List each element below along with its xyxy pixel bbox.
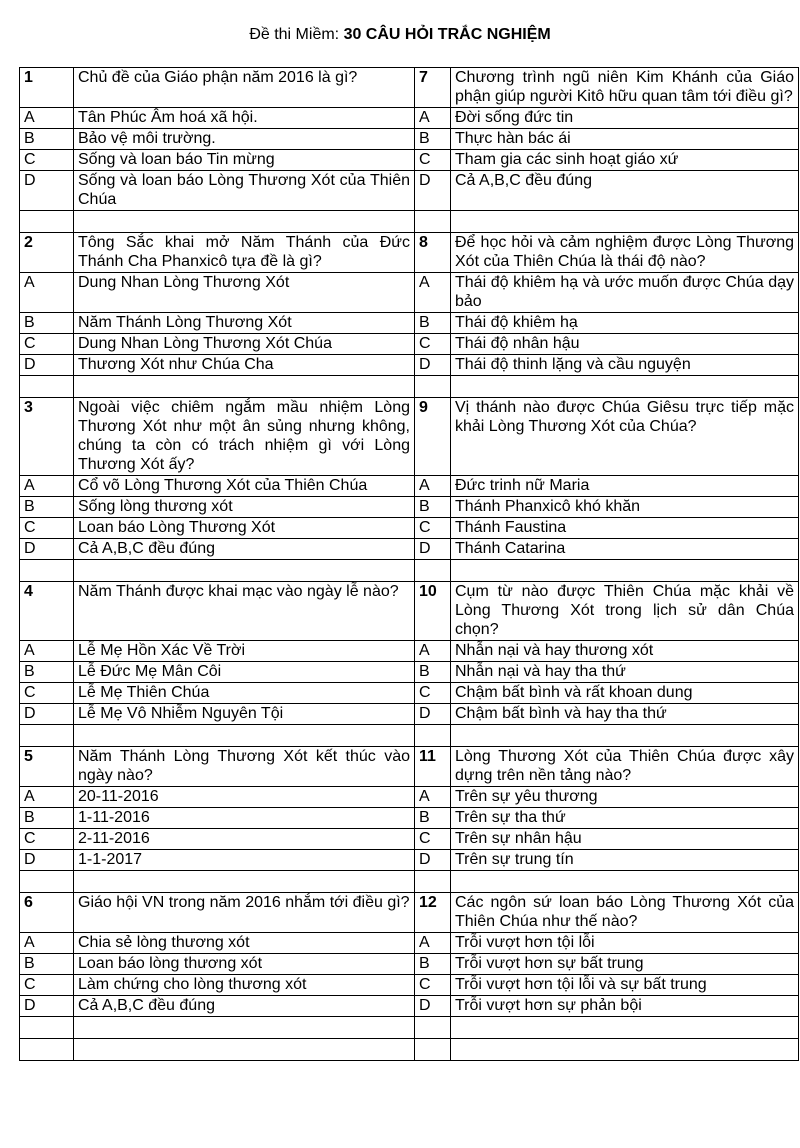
question-text: Tông Sắc khai mở Năm Thánh của Đức Thánh Cha Phanxicô tựa đề là gì? [74, 233, 415, 273]
option-text: 1-1-2017 [74, 850, 415, 871]
question-number: 6 [20, 893, 74, 933]
option-text: Bảo vệ môi trường. [74, 129, 415, 150]
option-text: 1-11-2016 [74, 808, 415, 829]
question-row [20, 747, 799, 787]
option-text: Trên sự trung tín [451, 850, 799, 871]
option-row [20, 662, 799, 683]
option-key: A [20, 476, 74, 497]
question-text: Năm Thánh được khai mạc vào ngày lễ nào? [74, 582, 415, 641]
empty-cell [415, 211, 451, 233]
option-key: A [20, 641, 74, 662]
empty-cell [74, 1039, 415, 1061]
option-row [20, 641, 799, 662]
option-key: D [415, 355, 451, 376]
empty-cell [415, 376, 451, 398]
option-key: C [415, 150, 451, 171]
option-key: B [415, 808, 451, 829]
option-row [20, 808, 799, 829]
option-key: C [20, 150, 74, 171]
option-row [20, 150, 799, 171]
option-row [20, 850, 799, 871]
option-row [20, 108, 799, 129]
option-row [20, 476, 799, 497]
option-text: Thánh Catarina [451, 539, 799, 560]
option-text: Trên sự nhân hậu [451, 829, 799, 850]
option-text: Tân Phúc Âm hoá xã hội. [74, 108, 415, 129]
option-key: A [415, 933, 451, 954]
quiz-table [19, 67, 799, 1061]
empty-cell [451, 725, 799, 747]
question-number: 9 [415, 398, 451, 476]
option-row [20, 704, 799, 725]
option-key: B [20, 808, 74, 829]
question-number: 10 [415, 582, 451, 641]
option-text: Lễ Mẹ Vô Nhiễm Nguyên Tội [74, 704, 415, 725]
option-key: A [20, 933, 74, 954]
empty-cell [451, 871, 799, 893]
question-text: Vị thánh nào được Chúa Giêsu trực tiếp mặc khải Lòng Thương Xót của Chúa? [451, 398, 799, 476]
option-key: C [20, 829, 74, 850]
question-text: Các ngôn sứ loan báo Lòng Thương Xót của Thiên Chúa như thế nào? [451, 893, 799, 933]
option-key: C [415, 683, 451, 704]
empty-cell [74, 1017, 415, 1039]
option-key: D [20, 704, 74, 725]
option-row [20, 355, 799, 376]
option-text: Thương Xót như Chúa Cha [74, 355, 415, 376]
option-text: Nhẫn nại và hay thương xót [451, 641, 799, 662]
option-key: A [20, 273, 74, 313]
option-key: B [20, 497, 74, 518]
title-prefix: Đề thi Miềm: [249, 26, 344, 43]
option-key: A [415, 787, 451, 808]
empty-cell [20, 1017, 74, 1039]
spacer-row [20, 1039, 799, 1061]
option-key: D [20, 355, 74, 376]
option-key: C [415, 975, 451, 996]
empty-cell [451, 560, 799, 582]
empty-cell [415, 560, 451, 582]
question-row [20, 68, 799, 108]
question-text: Chương trình ngũ niên Kim Khánh của Giáo phận giúp người Kitô hữu quan tâm tới điều gì? [451, 68, 799, 108]
option-text: Trỗi vượt hơn sự phản bội [451, 996, 799, 1017]
option-row [20, 683, 799, 704]
empty-cell [451, 1017, 799, 1039]
option-text: Chậm bất bình và rất khoan dung [451, 683, 799, 704]
option-key: B [20, 662, 74, 683]
question-number: 11 [415, 747, 451, 787]
option-text: Trỗi vượt hơn tội lỗi và sự bất trung [451, 975, 799, 996]
page-title [0, 26, 800, 44]
option-key: B [20, 313, 74, 334]
option-row [20, 129, 799, 150]
question-text: Để học hỏi và cảm nghiệm được Lòng Thương Xót của Thiên Chúa là thái độ nào? [451, 233, 799, 273]
option-key: A [415, 108, 451, 129]
option-text: Thánh Faustina [451, 518, 799, 539]
option-text: Thánh Phanxicô khó khăn [451, 497, 799, 518]
option-text: 20-11-2016 [74, 787, 415, 808]
question-row [20, 893, 799, 933]
empty-cell [20, 1039, 74, 1061]
question-number: 12 [415, 893, 451, 933]
option-text: Thái độ nhân hậu [451, 334, 799, 355]
option-text: Dung Nhan Lòng Thương Xót Chúa [74, 334, 415, 355]
option-text: Tham gia các sinh hoạt giáo xứ [451, 150, 799, 171]
empty-cell [451, 1039, 799, 1061]
spacer-row [20, 376, 799, 398]
option-row [20, 497, 799, 518]
option-text: Thái độ khiêm hạ và ước muốn được Chúa dạy bảo [451, 273, 799, 313]
empty-cell [20, 211, 74, 233]
option-text: Trên sự tha thứ [451, 808, 799, 829]
question-row [20, 233, 799, 273]
option-key: D [415, 850, 451, 871]
option-key: D [20, 850, 74, 871]
option-text: Loan báo lòng thương xót [74, 954, 415, 975]
option-row [20, 334, 799, 355]
option-key: B [415, 662, 451, 683]
empty-cell [74, 211, 415, 233]
option-row [20, 171, 799, 211]
option-key: A [415, 476, 451, 497]
option-row [20, 518, 799, 539]
option-text: Cổ võ Lòng Thương Xót của Thiên Chúa [74, 476, 415, 497]
option-key: C [415, 334, 451, 355]
option-text: Đời sống đức tin [451, 108, 799, 129]
empty-cell [451, 211, 799, 233]
option-key: B [20, 954, 74, 975]
option-row [20, 829, 799, 850]
option-key: D [415, 171, 451, 211]
spacer-row [20, 725, 799, 747]
question-number: 3 [20, 398, 74, 476]
question-number: 2 [20, 233, 74, 273]
option-text: Trên sự yêu thương [451, 787, 799, 808]
option-key: B [20, 129, 74, 150]
empty-cell [74, 560, 415, 582]
option-row [20, 273, 799, 313]
option-text: Đức trinh nữ Maria [451, 476, 799, 497]
option-text: 2-11-2016 [74, 829, 415, 850]
option-text: Trỗi vượt hơn tội lỗi [451, 933, 799, 954]
option-row [20, 954, 799, 975]
option-text: Sống lòng thương xót [74, 497, 415, 518]
question-text: Giáo hội VN trong năm 2016 nhắm tới điều gì? [74, 893, 415, 933]
option-key: D [415, 539, 451, 560]
option-key: A [20, 787, 74, 808]
option-text: Dung Nhan Lòng Thương Xót [74, 273, 415, 313]
option-key: D [415, 996, 451, 1017]
option-key: D [20, 539, 74, 560]
option-key: C [415, 829, 451, 850]
option-key: A [415, 273, 451, 313]
option-key: B [415, 313, 451, 334]
spacer-row [20, 560, 799, 582]
option-text: Trỗi vượt hơn sự bất trung [451, 954, 799, 975]
empty-cell [415, 725, 451, 747]
option-key: D [415, 704, 451, 725]
question-number: 7 [415, 68, 451, 108]
spacer-row [20, 211, 799, 233]
question-number: 4 [20, 582, 74, 641]
option-key: C [20, 975, 74, 996]
option-text: Làm chứng cho lòng thương xót [74, 975, 415, 996]
option-text: Lễ Mẹ Hồn Xác Về Trời [74, 641, 415, 662]
option-key: D [20, 996, 74, 1017]
spacer-row [20, 1017, 799, 1039]
question-number: 1 [20, 68, 74, 108]
option-text: Thực hàn bác ái [451, 129, 799, 150]
option-key: B [415, 129, 451, 150]
option-key: D [20, 171, 74, 211]
option-text: Nhẫn nại và hay tha thứ [451, 662, 799, 683]
option-key: B [415, 497, 451, 518]
empty-cell [451, 376, 799, 398]
empty-cell [74, 871, 415, 893]
option-key: A [20, 108, 74, 129]
option-row [20, 539, 799, 560]
empty-cell [20, 871, 74, 893]
option-key: C [20, 683, 74, 704]
question-number: 5 [20, 747, 74, 787]
option-text: Lễ Đức Mẹ Mân Côi [74, 662, 415, 683]
option-key: C [415, 518, 451, 539]
question-text: Ngoài việc chiêm ngắm mầu nhiệm Lòng Thương Xót như một ân sủng nhưng không, chúng ta còn có trách nhiệm gì với Lòng Thương Xót ấy? [74, 398, 415, 476]
empty-cell [20, 725, 74, 747]
option-row [20, 933, 799, 954]
empty-cell [415, 1017, 451, 1039]
option-key: A [415, 641, 451, 662]
option-text: Sống và loan báo Lòng Thương Xót của Thiên Chúa [74, 171, 415, 211]
option-row [20, 975, 799, 996]
option-key: C [20, 334, 74, 355]
option-text: Loan báo Lòng Thương Xót [74, 518, 415, 539]
empty-cell [415, 1039, 451, 1061]
question-text: Lòng Thương Xót của Thiên Chúa được xây dựng trên nền tảng nào? [451, 747, 799, 787]
title-bold: 30 CÂU HỎI TRẮC NGHIỆM [343, 26, 551, 43]
question-row [20, 582, 799, 641]
option-text: Lễ Mẹ Thiên Chúa [74, 683, 415, 704]
option-row [20, 996, 799, 1017]
question-text: Cụm từ nào được Thiên Chúa mặc khải về Lòng Thương Xót trong lịch sử dân Chúa chọn? [451, 582, 799, 641]
question-text: Năm Thánh Lòng Thương Xót kết thúc vào ngày nào? [74, 747, 415, 787]
option-text: Cả A,B,C đều đúng [74, 539, 415, 560]
empty-cell [20, 376, 74, 398]
option-text: Cả A,B,C đều đúng [451, 171, 799, 211]
option-text: Sống và loan báo Tin mừng [74, 150, 415, 171]
option-text: Chậm bất bình và hay tha thứ [451, 704, 799, 725]
empty-cell [415, 871, 451, 893]
option-text: Thái độ thinh lặng và cầu nguyện [451, 355, 799, 376]
question-number: 8 [415, 233, 451, 273]
empty-cell [20, 560, 74, 582]
question-row [20, 398, 799, 476]
empty-cell [74, 376, 415, 398]
option-key: C [20, 518, 74, 539]
empty-cell [74, 725, 415, 747]
option-row [20, 787, 799, 808]
option-text: Chia sẻ lòng thương xót [74, 933, 415, 954]
option-text: Cả A,B,C đều đúng [74, 996, 415, 1017]
option-row [20, 313, 799, 334]
option-text: Thái độ khiêm hạ [451, 313, 799, 334]
spacer-row [20, 871, 799, 893]
question-text: Chủ đề của Giáo phận năm 2016 là gì? [74, 68, 415, 108]
option-key: B [415, 954, 451, 975]
option-text: Năm Thánh Lòng Thương Xót [74, 313, 415, 334]
